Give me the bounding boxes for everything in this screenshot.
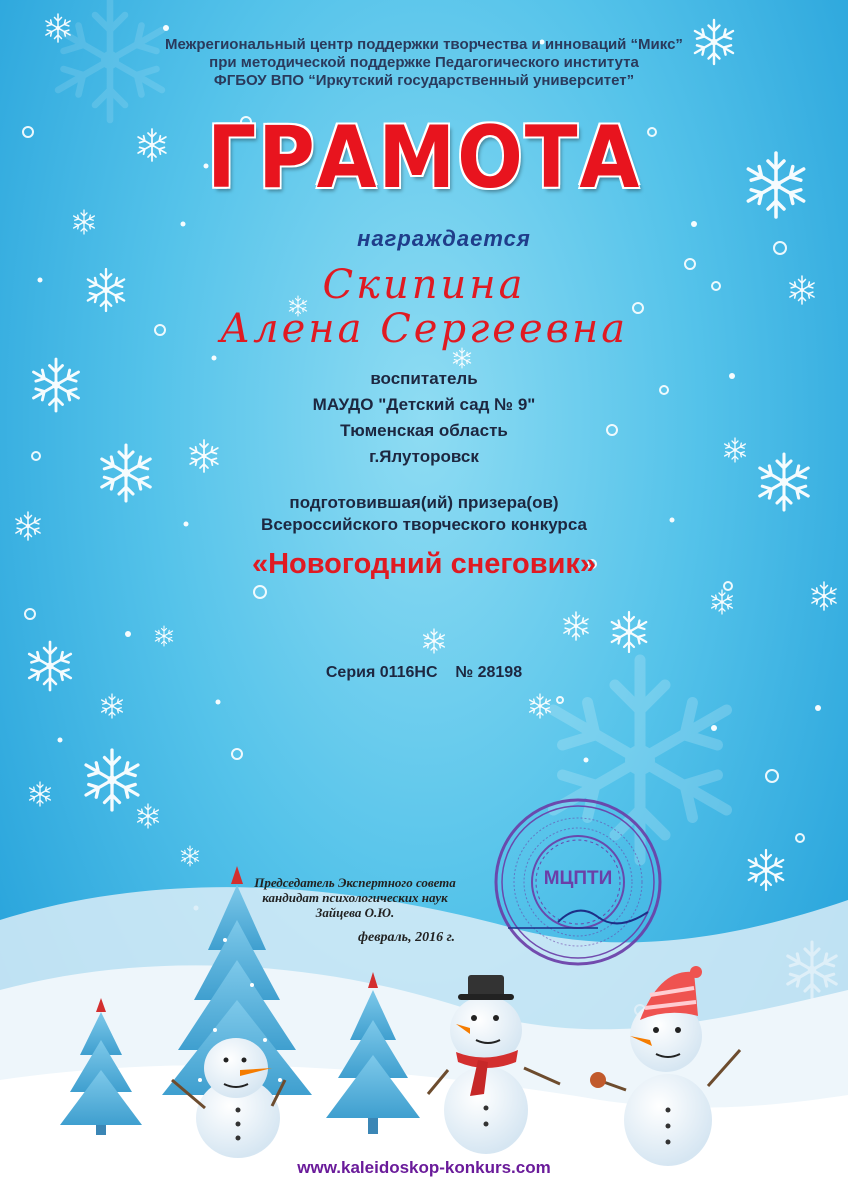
certificate-title: ГРАМОТА: [206, 108, 642, 208]
org-line-2: при методической поддержке Педагогического института: [209, 54, 639, 71]
recipient-city: г.Ялуторовск: [369, 447, 479, 466]
recipient-details: [0, 366, 848, 470]
recipient-name: Алена Сергеевна: [219, 306, 629, 352]
org-line-3: ФГБОУ ВПО “Иркутский государственный университет”: [213, 72, 635, 89]
signature-block: [210, 875, 500, 920]
org-line-1: Межрегиональный центр поддержки творчества и инноваций “Микс”: [165, 36, 683, 53]
serial-num: № 28198: [455, 664, 523, 681]
stamp-center-label: МЦПТИ: [543, 868, 613, 889]
serial-series: Серия 0116НС: [325, 664, 438, 681]
contest-name: «Новогодний снеговик»: [251, 548, 597, 580]
prepared-line-2: Всероссийского творческого конкурса: [261, 515, 587, 534]
serial-number: [0, 664, 848, 682]
footer-url-link[interactable]: www.kaleidoskop-konkurs.com: [297, 1158, 551, 1177]
prepared-text: [0, 492, 848, 536]
prepared-line-1: подготовившая(ий) призера(ов): [289, 493, 559, 512]
organization-header: [0, 36, 848, 90]
signatory-degree: кандидат психологических наук: [262, 890, 448, 905]
signatory-name: Зайцева О.Ю.: [315, 905, 395, 920]
recipient-region: Тюменская область: [340, 421, 508, 440]
signatory-title: Председатель Экспертного совета: [254, 875, 456, 890]
recipient-organization: МАУДО "Детский сад № 9": [312, 395, 536, 414]
recipient-surname: Скипина: [322, 262, 526, 308]
issue-date: февраль, 2016 г.: [358, 930, 456, 945]
recipient-position: воспитатель: [370, 369, 478, 388]
awarded-label: награждается: [357, 226, 531, 251]
